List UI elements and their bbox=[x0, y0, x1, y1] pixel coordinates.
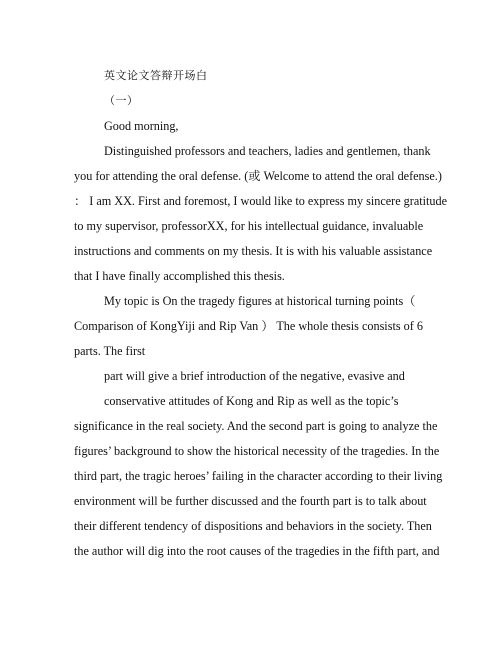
paragraph-line: part will give a brief introduction of the negative, evasive and bbox=[104, 369, 405, 383]
paragraph-line: to my supervisor, professorXX, for his intellectual guidance, invaluable bbox=[74, 219, 424, 233]
paragraph-line: ： I am XX. First and foremost, I would like to express my sincere gratitude bbox=[74, 194, 447, 208]
paragraph-line: significance in the real society. And the second part is going to analyze the bbox=[74, 419, 438, 433]
paragraph-line: Comparison of KongYiji and Rip Van ） The whole thesis consists of 6 bbox=[74, 319, 423, 333]
paragraph-line: figures’ background to show the historical necessity of the tragedies. In the bbox=[74, 444, 440, 458]
paragraph-line: the author will dig into the root causes of the tragedies in the fifth part, and bbox=[74, 544, 440, 558]
document-heading: 英文论文答辩开场白 bbox=[104, 69, 208, 82]
paragraph-line: Distinguished professors and teachers, ladies and gentlemen, thank bbox=[104, 144, 431, 158]
paragraph-line: environment will be further discussed and the fourth part is to talk about bbox=[74, 494, 427, 508]
paragraph-line: you for attending the oral defense. (或 Welcome to attend the oral defense.) bbox=[74, 169, 442, 183]
paragraph-line: My topic is On the tragedy figures at historical turning points（ bbox=[104, 294, 416, 308]
paragraph-line: parts. The first bbox=[74, 344, 146, 358]
paragraph-line: that I have finally accomplished this thesis. bbox=[74, 269, 285, 283]
paragraph-line: their different tendency of dispositions and behaviors in the society. Then bbox=[74, 519, 432, 533]
greeting-line: Good morning, bbox=[104, 119, 179, 133]
paragraph-line: third part, the tragic heroes’ failing in the character according to their living bbox=[74, 469, 443, 483]
section-number: （一） bbox=[104, 94, 139, 107]
paragraph-line: instructions and comments on my thesis. It is with his valuable assistance bbox=[74, 244, 433, 258]
paragraph-line: conservative attitudes of Kong and Rip as well as the topic’s bbox=[104, 394, 399, 408]
